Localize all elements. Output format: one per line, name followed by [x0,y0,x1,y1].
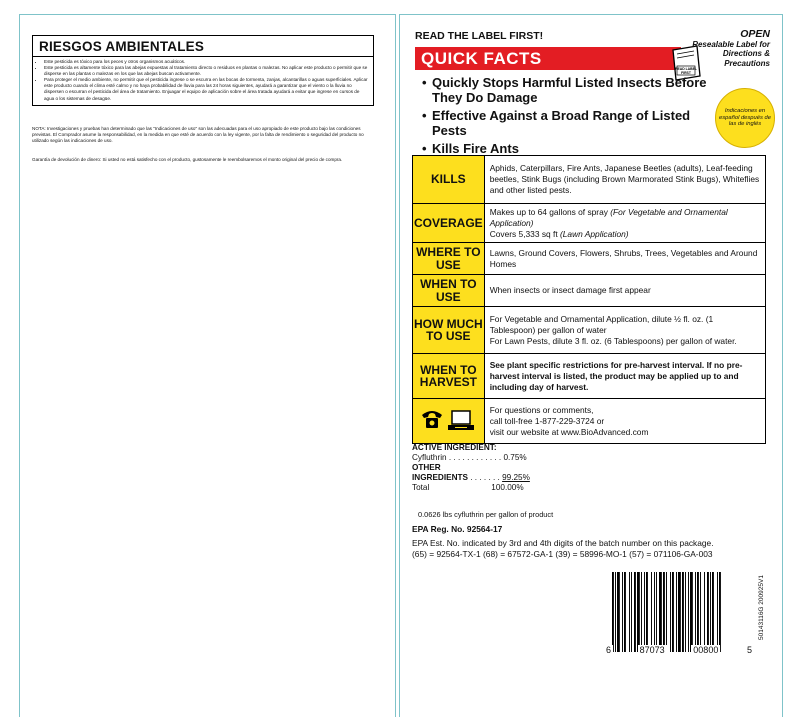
ingredients-statement [412,443,612,493]
kills-label: KILLS [413,156,485,204]
hazard-item: • Este pesticida es tóxico para los peces y otros organismos acuáticos. [44,59,369,65]
open-label-directions: Resealable Label for Directions & Precautions [692,39,770,68]
phone-computer-icon [418,405,478,435]
epa-registration-number: EPA Reg. No. 92564-17 [412,524,503,534]
environmental-hazards-box [32,35,374,106]
batch-side-code: 50143116G 200925V1 [758,575,765,640]
where-label: WHERE TO USE [413,243,485,275]
total-line: Total 100.00% [412,483,524,492]
where-text: Lawns, Ground Covers, Flowers, Shrubs, Trees, Vegetables and Around Homes [484,243,765,275]
svg-text:FIRST: FIRST [681,71,691,75]
facts-row-kills [413,156,766,204]
benefit-item: • Quickly Stops Harmful Listed Insects Before They Do Damage [422,75,707,105]
harvest-label: WHEN TO HARVEST [413,354,485,399]
facts-row-how-much [413,307,766,354]
upc-digits [604,645,754,655]
facts-row-when [413,275,766,307]
upc-first-digit: 6 [606,645,612,655]
spanish-instructions-badge [715,88,775,148]
kills-text: Aphids, Caterpillars, Fire Ants, Japanese Beetles (adults), Leaf-feeding beetles, Stink Bugs (including Brown Marmorated Stink Bugs), Whiteflies and other listed pests. [484,156,765,204]
when-label: WHEN TO USE [413,275,485,307]
concentration-statement: 0.0626 lbs cyfluthrin per gallon of product [418,510,554,519]
garantia-paragraph: Garantía de devolución de dinero: Si usted no está satisfecho con el producto, gustosamente le reembolsaremos el monto original del precio de compra. [32,157,343,162]
other-ingredients-line: INGREDIENTS . . . . . . . 99.25% [412,473,530,482]
left-panel [19,14,396,717]
facts-row-coverage [413,204,766,243]
quick-facts-table [412,155,766,444]
active-ingredient-line: Cyfluthrin . . . . . . . . . . . . 0.75% [412,453,527,462]
svg-text:READ LABEL: READ LABEL [675,67,697,71]
nota-paragraph: NOTA: Investigaciones y pruebas han determinado que las "Indicaciones de uso" son las adecuadas para el uso apropiado de este producto bajo las condiciones previstas. El Comprador asume la responsabilidad, en la medida en que esté de acuerdo con la ley vigente, por la falta de rendimiento o seguridad del producto no utilizado según las indicaciones de uso. [32,126,364,144]
coverage-text: Makes up to 64 gallons of spray (For Vegetable and Ornamental Application) Covers 5,333 sq ft (Lawn Application) [484,204,765,243]
contact-text: For questions or comments, call toll-free 1-877-229-3724 or visit our website at www.BioAdvanced.com [484,399,765,444]
environmental-hazards-body [33,57,373,105]
upc-right-group: 00800 [693,645,719,655]
when-text: When insects or insect damage first appear [484,275,765,307]
harvest-text: See plant specific restrictions for pre-harvest interval. If no pre-harvest interval is listed, the product may be applied up to and including day of harvest. [484,354,765,399]
facts-row-contact [413,399,766,444]
hazard-item: • Para proteger el medio ambiente, no permitir que el pesticida ingrese o se escurra en las bocas de tormenta, zanjas, alcantarillas o aguas superficiales. Aplicar este producto cuando el clima esté calmo y no haya probabilidad de lluvia para las 24 horas siguientes, ayudará a garantizar que el viento o la lluvia no dispersen o escurran el pesticida del área de tratamiento. Enjuagar el equipo de aplicación sobre el área tratada ayudará a evitar que ingrese en cursos de agua o los sistemas de desagüe. [44,77,369,101]
key-benefits-list [420,76,720,161]
how-much-label: HOW MUCH TO USE [413,307,485,354]
open-label-note[interactable] [680,30,770,68]
hazard-item: • Este pesticida es altamente tóxico para las abejas expuestas al tratamiento directo o residuos en plantas o malezas. No aplicar este producto o permitir que se disperse en las plantas o malezas en los que las abejas buscan activamente. [44,65,369,77]
quick-facts-banner: QUICK FACTS [415,47,681,70]
active-ingredient-heading: ACTIVE INGREDIENT: [412,443,497,452]
upc-last-digit: 5 [746,645,752,655]
facts-row-where [413,243,766,275]
coverage-label: COVERAGE [413,204,485,243]
open-label-word: OPEN [740,28,770,40]
benefit-item: • Effective Against a Broad Range of Listed Pests [422,108,691,138]
benefit-item: • Kills Fire Ants [422,141,519,156]
environmental-hazards-title: RIESGOS AMBIENTALES [33,36,373,57]
how-much-text: For Vegetable and Ornamental Application, dilute ½ fl. oz. (1 Tablespoon) per gallon of water For Lawn Pests, dilute 3 fl. oz. (6 Tablespoons) per gallon of water. [484,307,765,354]
read-label-first-heading: READ THE LABEL FIRST! [415,30,544,42]
spanish-badge-text: Indicaciones en español después de las de inglés [719,108,771,128]
other-ingredients-heading: OTHER [412,463,441,472]
upc-left-group: 87073 [639,645,665,655]
epa-establishment-info: EPA Est. No. indicated by 3rd and 4th digits of the batch number on this package. (65) = 92564-TX-1 (68) = 67572-GA-1 (39) = 58996-MO-1 (57) = 071106-GA-003 [412,538,714,559]
facts-row-harvest [413,354,766,399]
contact-icons [413,399,485,444]
